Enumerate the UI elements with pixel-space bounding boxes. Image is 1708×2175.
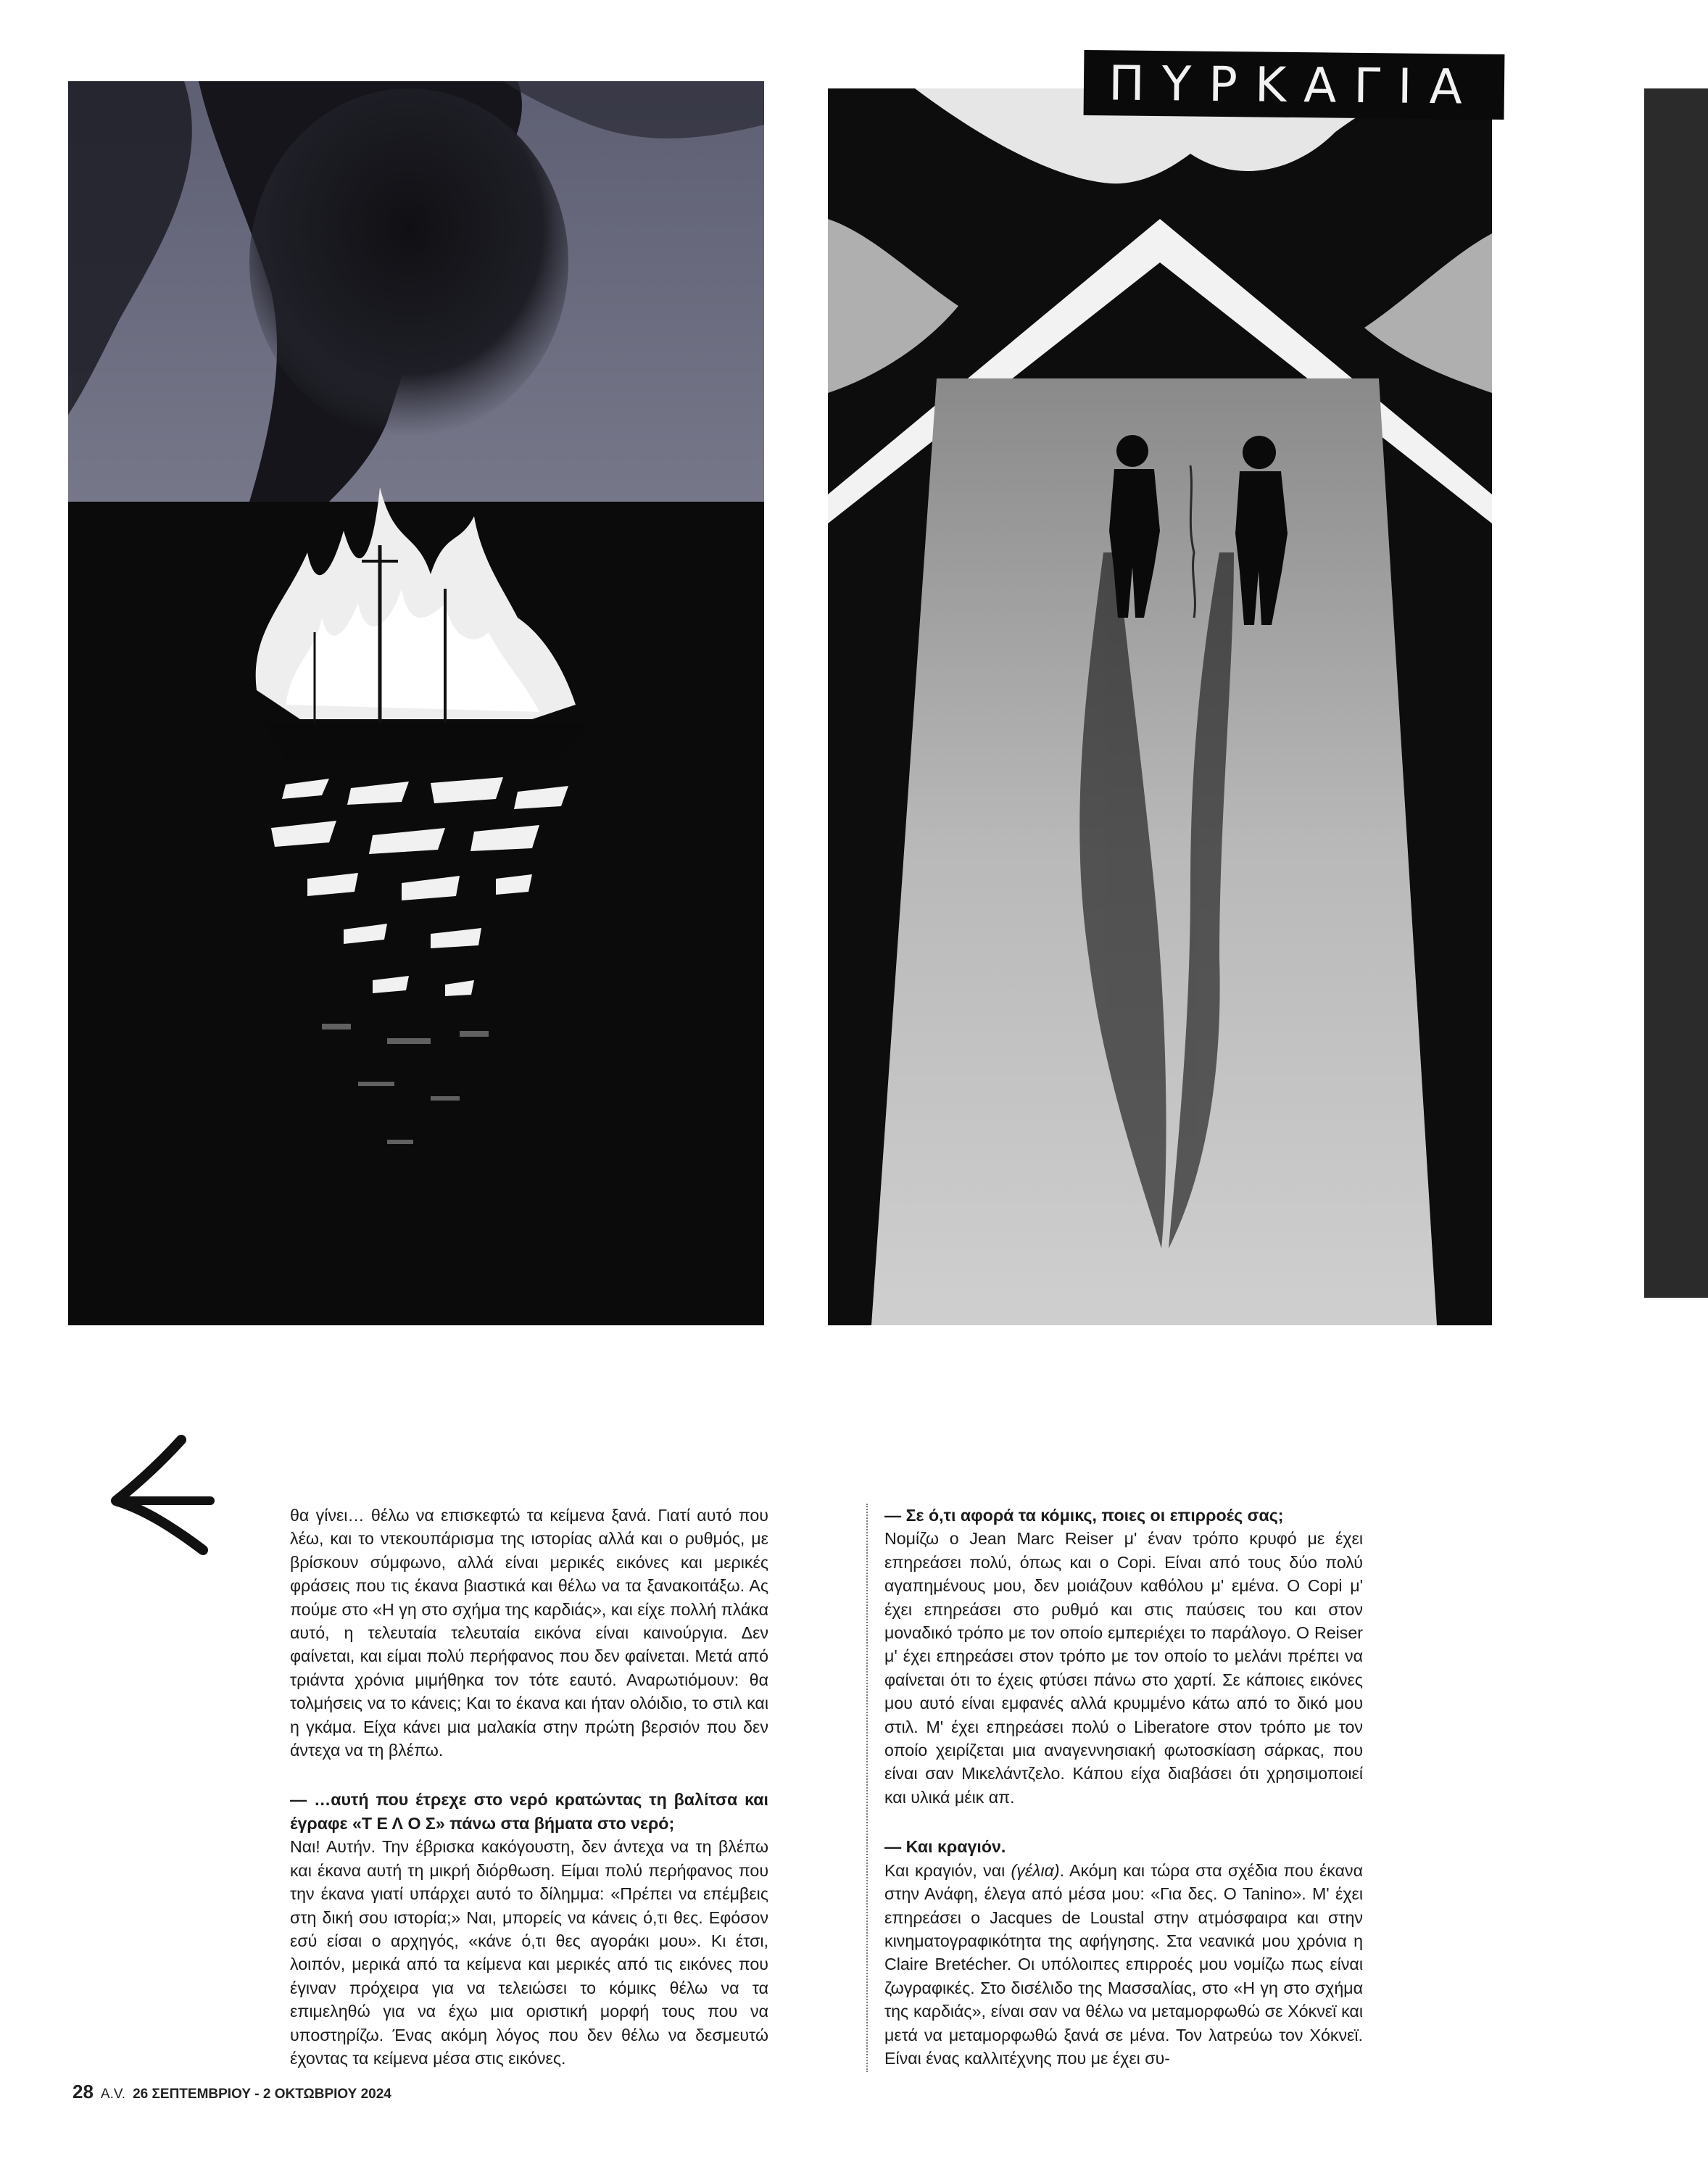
issue-date: 26 ΣΕΠΤΕΜΒΡΙΟΥ - 2 ΟΚΤΩΒΡΙΟΥ 2024: [133, 2087, 391, 2102]
article-paragraph: Νομίζω ο Jean Marc Reiser μ' έναν τρόπο κρυφό με έχει επηρεάσει πολύ, όπως και ο Copi. Είναι από τους δύο πολύ αγαπημένους μου, δεν μοιάζουν καθόλου μ' εμένα. Ο Copi μ' έχει επηρεάσει στο ρυθμό και στις παύσεις του και στον μοναδικό τρόπο με τον οποίο εμπεριέχει το παράλογο. Ο Reiser μ' έχει επηρεάσει στον τρόπο με τον οποίο το μελάνι πρέπει να φαίνεται ότι το έχεις φτύσει πάνω στο χαρτί. Σε κάποιες εικόνες μου αυτό είναι εμφανές αλλά κρυμμένο κάτω από το δικό μου στιλ. Μ' έχει επηρεάσει πολύ ο Liberatore στον τρόπο με τον οποίο χειρίζεται μια αναγεννησιακή φωτοσκίαση σάρκας, που είναι σαν Μικελάντζελο. Κάπου είχα διαβάσει ότι χρησιμοποιεί και υλικά μέικ απ.: [884, 1529, 1363, 1807]
road-figures-illustration: [828, 88, 1492, 1325]
article-paragraph: θα γίνει… θέλω να επισκεφτώ τα κείμενα ξανά. Γιατί αυτό που λέω, και το ντεκουπάρισμα της ιστορίας αλλά και ο ρυθμός, με βρίσκουν σύμφωνο, αλλά είναι μερικές εικόνες και μερικές φράσεις που τις έκανα βιαστικά και θέλω να τα ξανακοιτάξω. Ας πούμε στο «Η γη στο σχήμα της καρδιάς», και είχε πολλή πλάκα αυτό, η τελευταία τελευταία εικόνα είναι καινούργια. Δεν φαίνεται, και είμαι πολύ περήφανος που δεν φαίνεται. Μετά από τριάντα χρόνια μιμήθηκα τον τότε εαυτό. Αναρωτιόμουν: θα τολμήσεις να το κάνεις; Και το έκανα και ήταν ολόιδιο, το στιλ και η γκάμα. Είχα κάνει μια μαλακία στην πρώτη βερσιόν που δεν άντεχα να τη βλέπω.: [290, 1506, 768, 1760]
article-column-right: [884, 1504, 1363, 2070]
illustration-title-banner: [1084, 50, 1505, 120]
paragraph-italic-text: (γέλια): [1011, 1860, 1060, 1880]
page-footer: [72, 2081, 391, 2103]
partial-illustration-edge: [1644, 88, 1708, 1298]
interview-question: — Και κραγιόν.: [884, 1837, 1006, 1857]
article-paragraph: [884, 1859, 1363, 2071]
publication-name: A.V.: [100, 2087, 126, 2102]
article-paragraph: Ναι! Αυτήν. Την έβρισκα κακόγουστη, δεν άντεχα να τη βλέπω και έκανα αυτή τη μικρή διόρθωση. Είμαι πολύ περήφανος που την έκανα γιατί υπάρχει αυτό το δίλημμα: «Πρέπει να επέμβεις στη δική σου ιστορία;» Ναι, μπορείς να κάνεις ό,τι θες. Εφόσον εσύ είσαι ο αρχηγός, «κάνε ό,τι θες αγοράκι μου». Κι έτσι, λοιπόν, μερικά από τα κείμενα και μερικές από τις εικόνες που έγιναν πρόχειρα για να τελειώσει το κόμικς θέλω να τα επιμεληθώ για να έχω μια οριστική μορφή τους που να υποστηρίζω. Ένας ακόμη λόγος που δεν θέλω να δεσμευτώ έχοντας τα κείμενα μέσα στις εικόνες.: [290, 1837, 768, 2068]
paragraph-text: . Ακόμη και τώρα στα σχέδια που έκανα στην Ανάφη, έλεγα από μέσα μου: «Για δες. Ο Tanino». Μ' έχει επηρεάσει ο Jacques de Loustal στην ατμόσφαιρα και στην κινηματογραφικότητα της αφήγησης. Στα νεανικά μου χρόνια η Claire Bretécher. Οι υπόλοιπες επιρροές μου νομίζω πως είναι ζωγραφικές. Στο δισέλιδο της Μασσαλίας, στο «Η γη στο σχήμα της καρδιάς», είναι σαν να θέλω να μεταμορφωθώ σε Χόκνεϊ και μετά να μεταμορφωθώ ξανά σε μένα. Τον λατρεύω τον Χόκνεϊ. Είναι ένας καλλιτέχνης που με έχει συ-: [884, 1860, 1363, 2068]
paragraph-text: Και κραγιόν, ναι: [884, 1860, 1011, 1880]
column-divider: [866, 1504, 868, 2072]
burning-boat-illustration: [68, 81, 764, 1325]
page-number: 28: [72, 2081, 94, 2102]
article-column-left: [290, 1504, 768, 2070]
interview-question: — Σε ό,τι αφορά τα κόμικς, ποιες οι επιρροές σας;: [884, 1506, 1284, 1525]
interview-question: — …αυτή που έτρεχε στο νερό κρατώντας τη βαλίτσα και έγραφε «Τ Ε Λ Ο Σ» πάνω στα βήματα στο νερό;: [290, 1790, 768, 1833]
illustration-title: ΠΥΡΚΑΓΙΑ: [1108, 54, 1480, 115]
arrow-left-icon: [101, 1434, 217, 1557]
